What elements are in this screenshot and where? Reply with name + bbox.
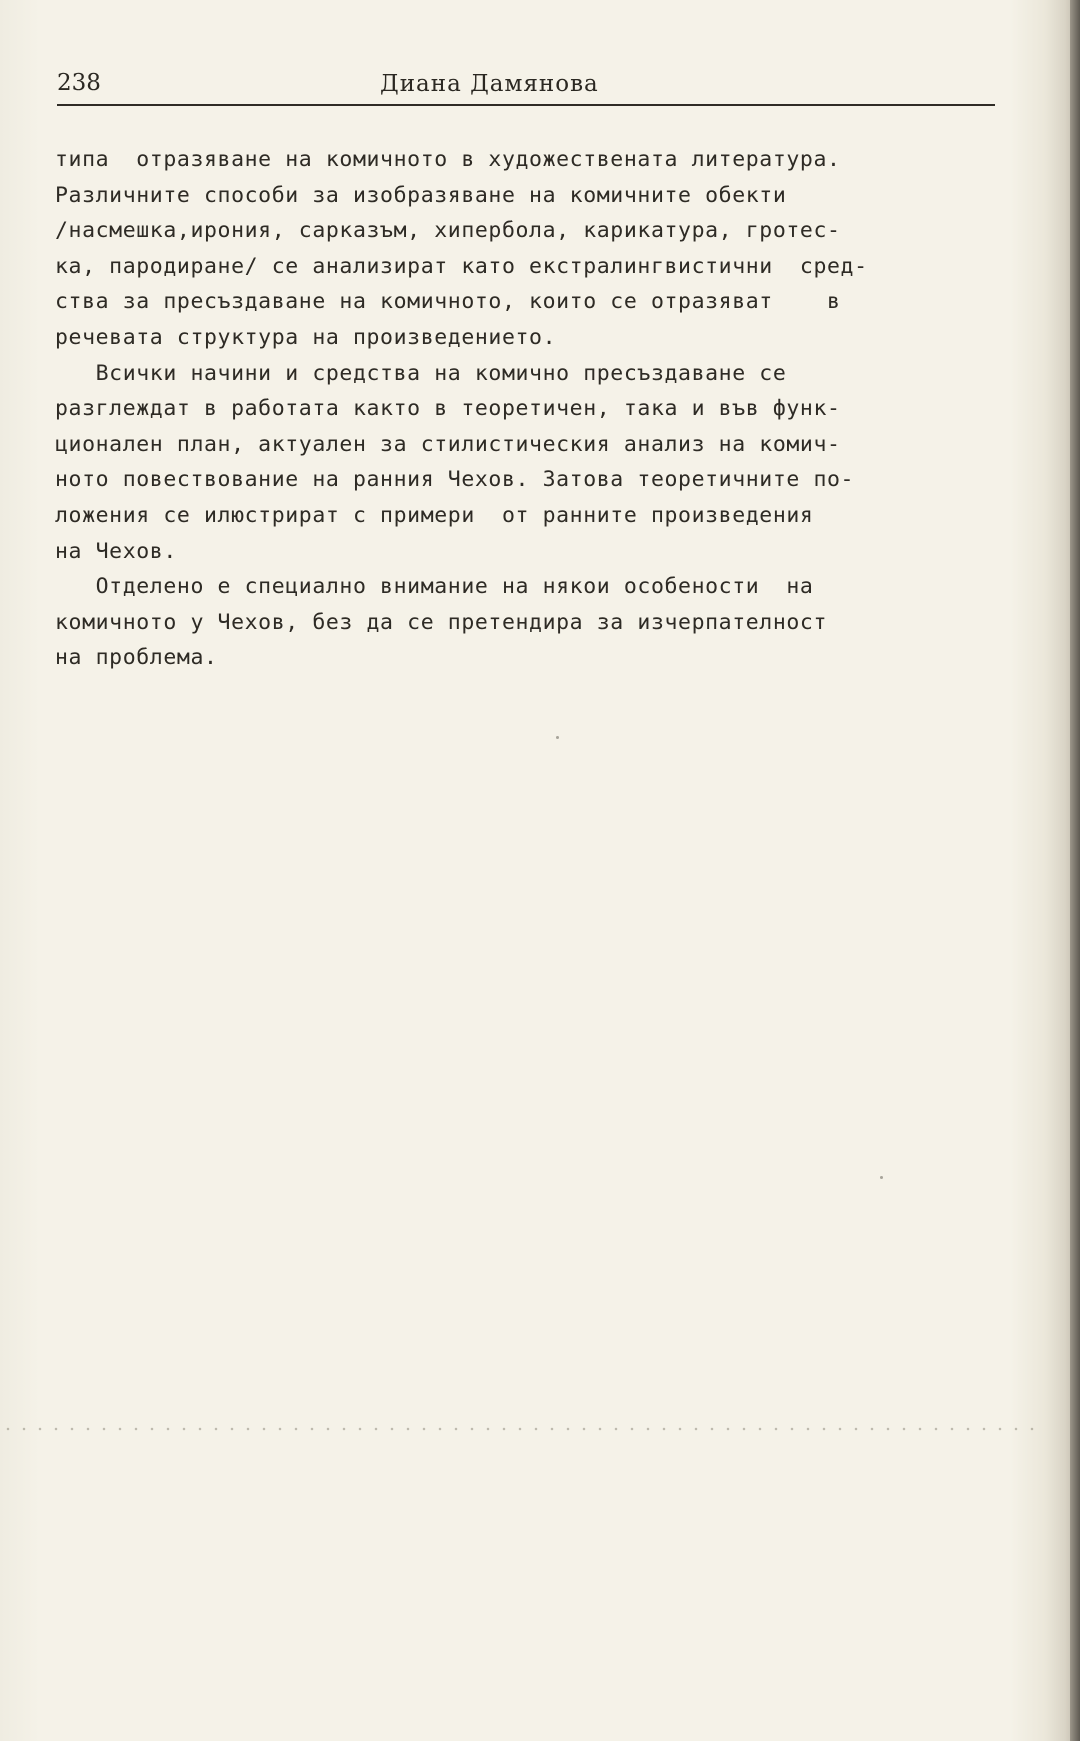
- text-line: речевата структура на произведението.: [55, 324, 557, 350]
- text-line: Различните способи за изобразяване на комичните обекти: [55, 182, 787, 208]
- text-line: ното повествование на ранния Чехов. Затова теоретичните по-: [55, 467, 855, 493]
- scan-artifact-dots: [0, 1427, 1040, 1431]
- text-line: на Чехов.: [55, 538, 177, 564]
- text-line: Отделено е специално внимание на някои особености на: [55, 574, 814, 600]
- text-line: Всички начини и средства на комично пресъздаване се: [55, 360, 787, 386]
- page-edge-shadow: [1070, 0, 1080, 1741]
- body-text: [55, 142, 1000, 676]
- running-head: [57, 68, 995, 106]
- text-line: комичното у Чехов, без да се претендира за изчерпателност: [55, 609, 828, 635]
- text-line: ства за пресъздаване на комичното, които се отразяват в: [55, 289, 841, 315]
- text-line: ционален план, актуален за стилистическия анализ на комич-: [55, 431, 841, 457]
- text-line: типа отразяване на комичното в художествената литература.: [55, 147, 841, 172]
- text-line: /насмешка,ирония, сарказъм, хипербола, карикатура, гротес-: [55, 218, 841, 244]
- text-line: ка, пародиране/ се анализират като екстралингвистични сред-: [55, 253, 868, 279]
- scan-speck: [556, 736, 559, 739]
- text-line: ложения се илюстрират с примери от ранните произведения: [55, 502, 814, 528]
- page-number: 238: [57, 70, 101, 96]
- scan-speck: [880, 1176, 883, 1179]
- text-line: разглеждат в работата както в теоретичен, така и във функ-: [55, 396, 841, 422]
- header-author: Диана Дамянова: [380, 71, 599, 97]
- text-line: на проблема.: [55, 645, 218, 671]
